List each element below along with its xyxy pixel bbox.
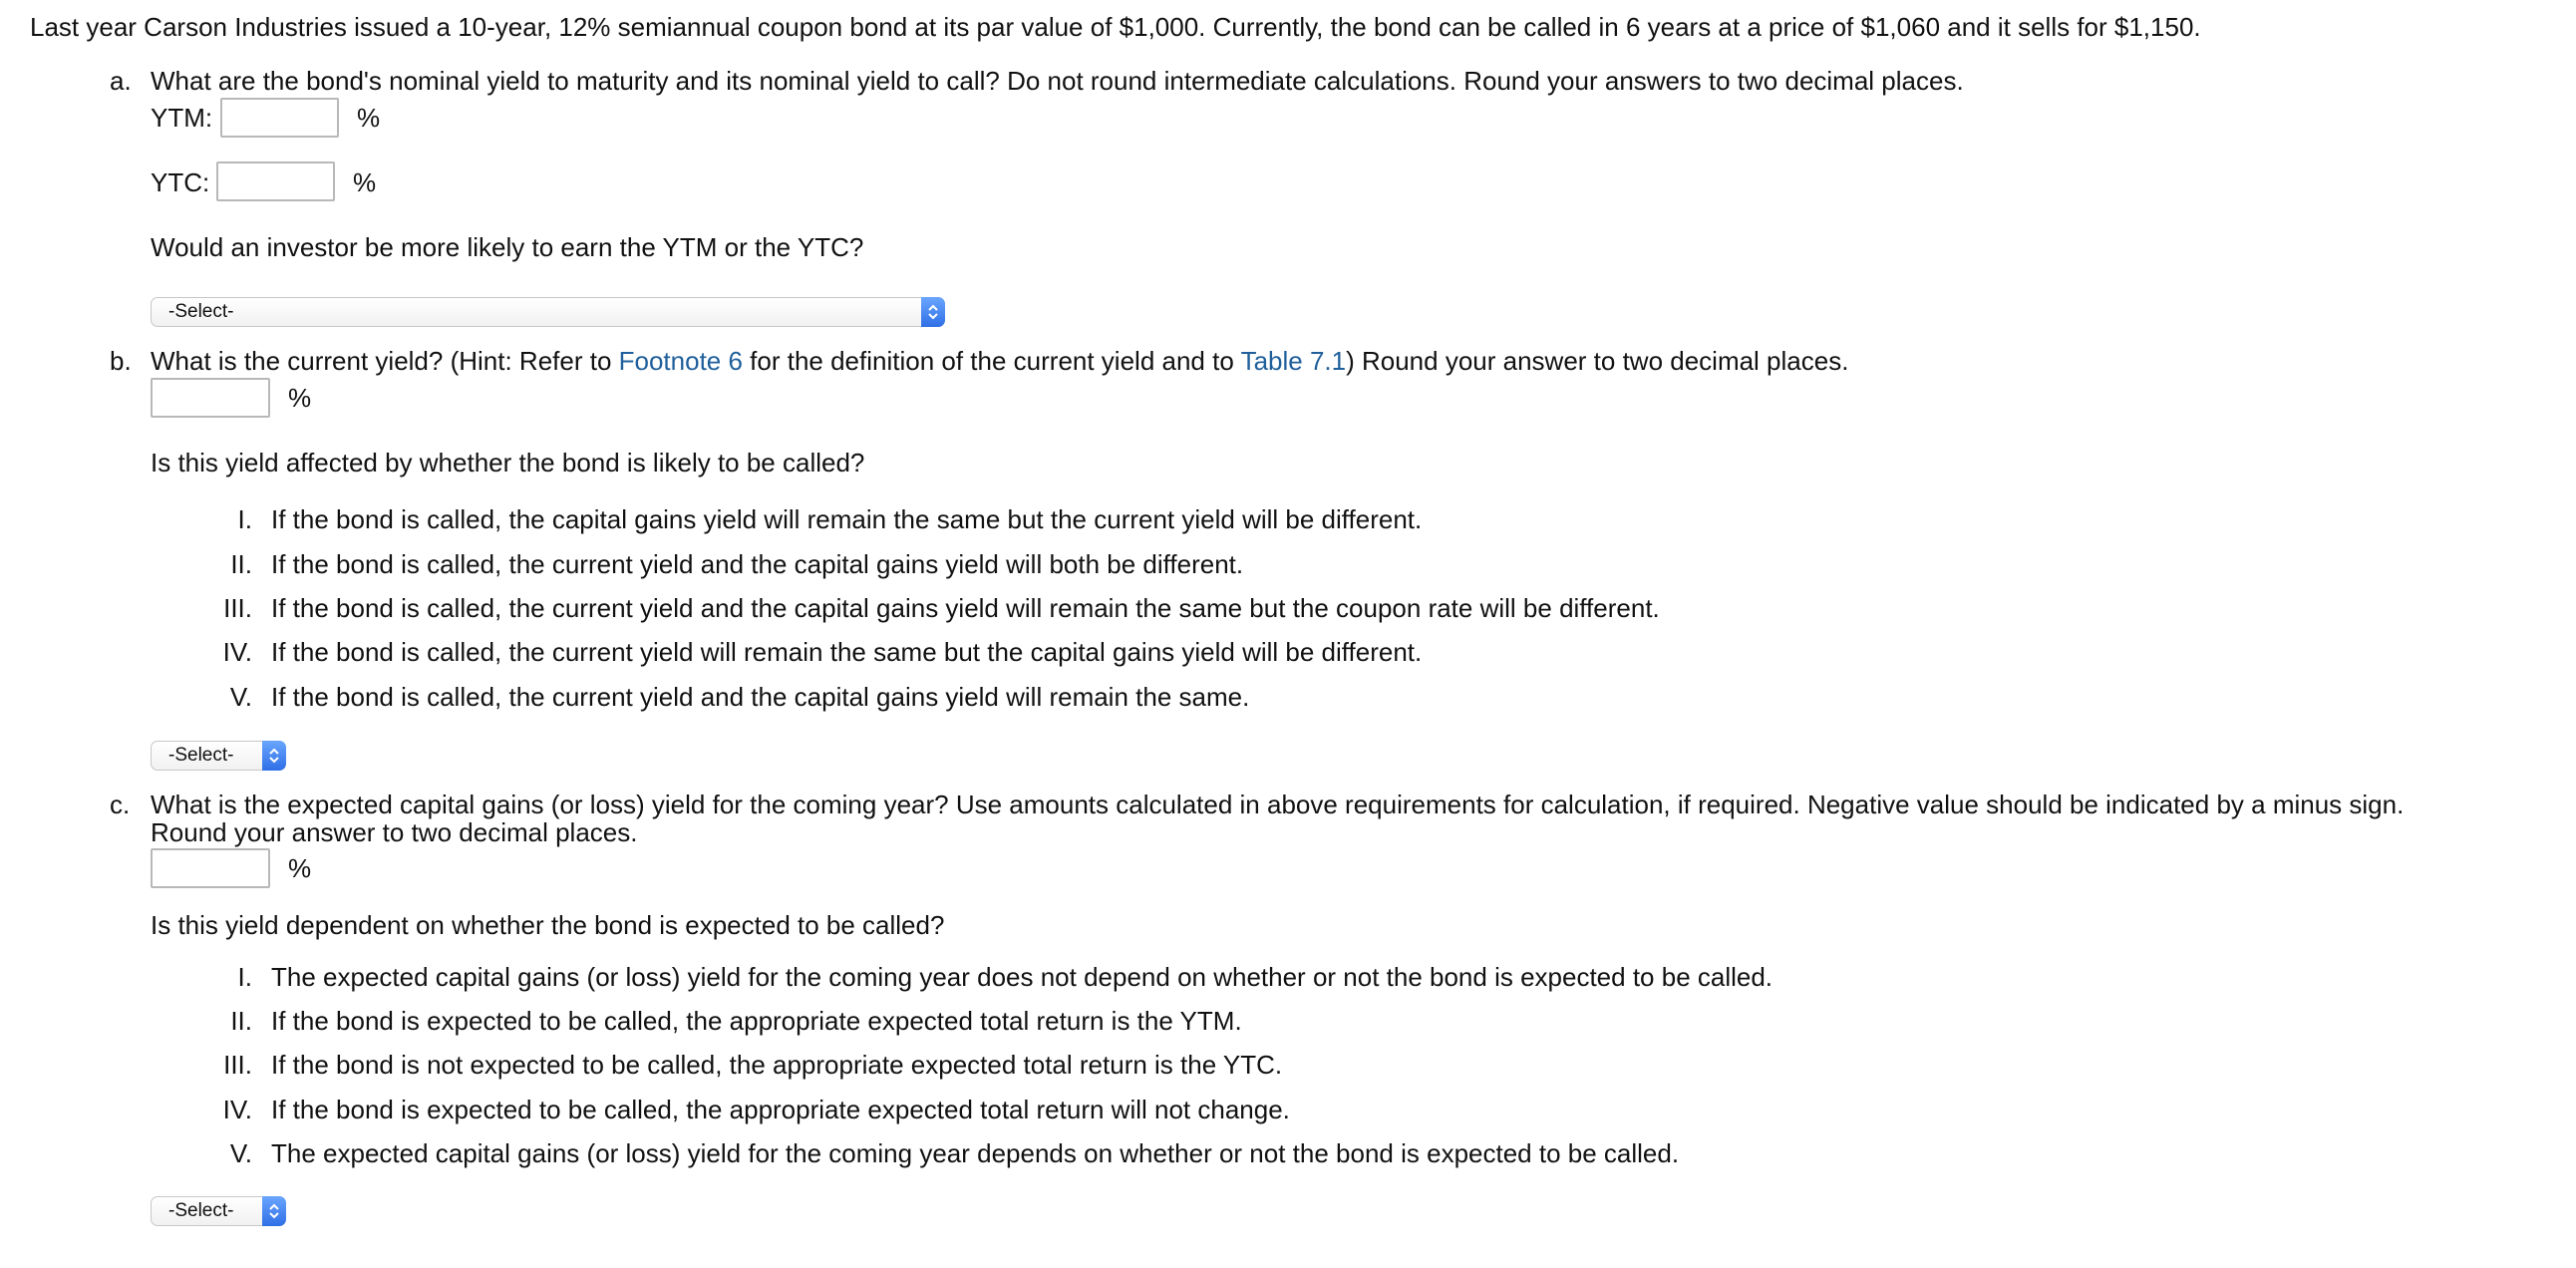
part-c-followup: Is this yield dependent on whether the bond is expected to be called? [151,910,945,940]
ytm-percent-sign: % [357,103,381,133]
part-b-select-value: -Select- [168,745,234,766]
part-a-select[interactable] [151,297,945,327]
option-text: The expected capital gains (or loss) yield for the coming year does not depend on whether or not the bond is expected to be called. [271,962,1773,992]
option-text: If the bond is expected to be called, the appropriate expected total return is the YTM. [271,1006,1242,1036]
part-b-question-start: What is the current yield? (Hint: Refer to [151,346,619,376]
option-text: If the bond is called, the current yield and the capital gains yield will remain the same but the coupon rate will be different. [271,593,1660,623]
option-text: If the bond is not expected to be called, the appropriate expected total return is the YTC. [271,1050,1283,1080]
problem-intro: Last year Carson Industries issued a 10-year, 12% semiannual coupon bond at its par value of $1,000. Currently, the bond can be called in 6 years at a price of $1,060 and it sells for $1,150. [30,12,2201,42]
option-text: If the bond is called, the current yield and the capital gains yield will remain the same. [271,682,1250,712]
part-b-question-end: ) Round your answer to two decimal places. [1346,346,1849,376]
option-numeral: IV. [222,1095,252,1124]
current-yield-input[interactable] [151,378,270,418]
part-b-select[interactable] [151,741,286,771]
option-numeral: V. [229,682,252,712]
option-numeral: II. [230,549,252,579]
option-numeral: I. [237,962,252,992]
part-a-letter: a. [110,66,132,96]
option-numeral: V. [229,1138,252,1168]
option-text: If the bond is expected to be called, the appropriate expected total return will not change. [271,1095,1290,1124]
option-numeral: I. [237,504,252,534]
ytc-label: YTC: [151,167,210,197]
option-numeral: III. [223,1050,252,1080]
part-b-question [151,348,1848,374]
part-c-question-line1: What is the expected capital gains (or loss) yield for the coming year? Use amounts calculated in above requirements for calculation, if required. Negative value should be indicated by a minus sign. [151,790,2405,819]
part-a-followup: Would an investor be more likely to earn the YTM or the YTC? [151,232,864,262]
part-c-select[interactable] [151,1196,286,1226]
ytc-input[interactable] [216,161,335,201]
option-numeral: IV. [222,637,252,667]
part-c-select-value: -Select- [168,1200,234,1221]
option-text: If the bond is called, the current yield will remain the same but the capital gains yield will be different. [271,637,1423,667]
current-yield-percent-sign: % [288,383,312,413]
up-down-chevron-icon [262,741,286,771]
option-text: The expected capital gains (or loss) yield for the coming year depends on whether or not the bond is expected to be called. [271,1138,1680,1168]
ytc-percent-sign: % [353,167,377,197]
part-b-letter: b. [110,346,132,376]
option-numeral: II. [230,1006,252,1036]
footnote-6-link[interactable]: Footnote 6 [618,346,743,376]
part-c-question-line2: Round your answer to two decimal places. [151,817,638,847]
table-7-1-link[interactable]: Table 7.1 [1240,346,1347,376]
part-b-followup: Is this yield affected by whether the bond is likely to be called? [151,448,865,477]
option-numeral: III. [223,593,252,623]
part-b-question-middle: for the definition of the current yield and to [742,346,1241,376]
up-down-chevron-icon [921,297,945,327]
ytm-label: YTM: [151,103,213,133]
option-text: If the bond is called, the capital gains yield will remain the same but the current yield will be different. [271,504,1423,534]
part-c-letter: c. [110,790,131,819]
option-text: If the bond is called, the current yield and the capital gains yield will both be different. [271,549,1244,579]
part-a-question: What are the bond's nominal yield to maturity and its nominal yield to call? Do not round intermediate calculations. Round your answers to two decimal places. [151,66,1964,96]
capital-gains-percent-sign: % [288,853,312,883]
up-down-chevron-icon [262,1196,286,1226]
capital-gains-yield-input[interactable] [151,848,270,888]
part-a-select-value: -Select- [168,301,234,322]
ytm-input[interactable] [220,98,339,138]
